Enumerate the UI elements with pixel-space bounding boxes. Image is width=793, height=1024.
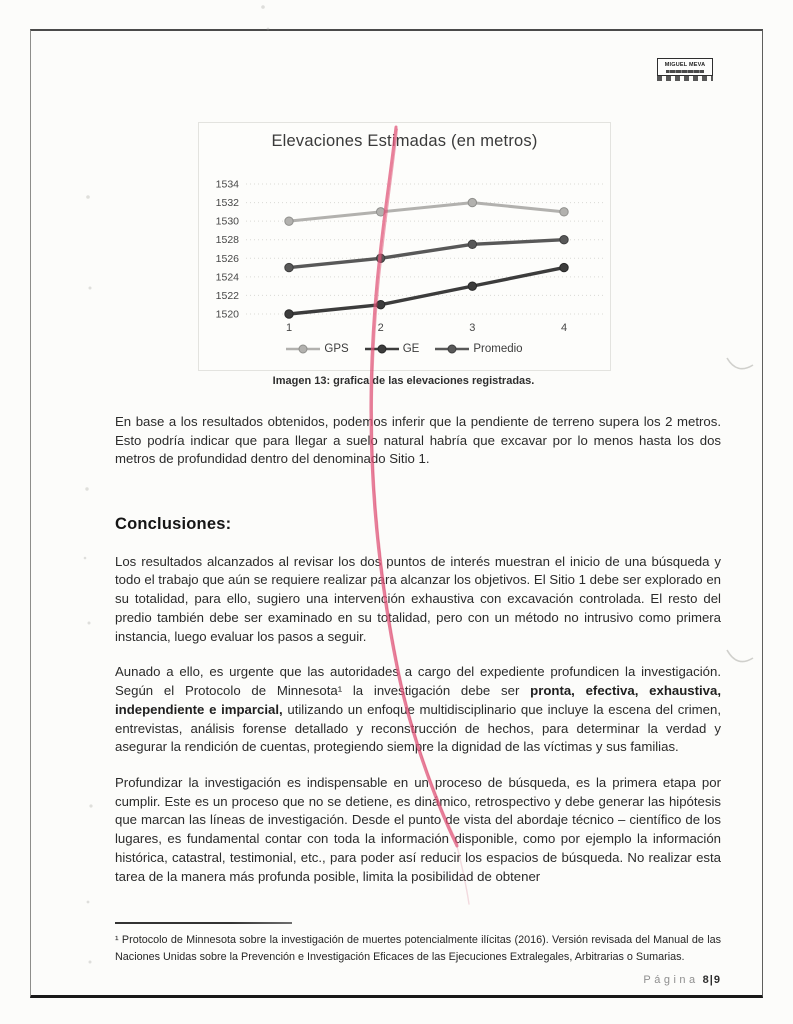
legend-item-promedio <box>435 343 522 355</box>
chart-legend <box>199 343 610 355</box>
paragraph-conclusiones-1-text: Los resultados alcanzados al revisar los dos puntos de interés muestran el inicio de una búsqueda y todo el trabajo que aún se requiere realizar para alcanzar los objetivos. El Sitio 1 debe ser explorado en su totalidad, para ello, sugiero una intervención exhaustiva con excavación controlada. El resto del predio también debe ser examinado en su totalidad, pero con un método no intrusivo como primera instancia, luego evaluar los pasos a seguir. <box>115 553 721 644</box>
paragraph-aunado-before: Aunado a ello, es urgente que las autoridades a cargo del expediente profundicen la investigación. Según el Protocolo de Minnesota¹ la investigación debe ser <box>115 664 721 699</box>
y-tick-label: 1520 <box>215 308 239 321</box>
y-tick-label: 1532 <box>215 197 239 210</box>
stamp-torn-edge <box>657 76 713 81</box>
paragraph-aunado-bold: pronta, efectiva, exhaustiva, independiente e imparcial, <box>115 683 721 717</box>
chart-title: Elevaciones Estimadas (en metros) <box>271 132 538 150</box>
x-tick-label: 1 <box>285 322 293 334</box>
legend-item-ge <box>365 343 420 355</box>
data-point-marker <box>560 263 568 271</box>
elevation-chart-figure <box>198 122 611 371</box>
legend-label: GE <box>402 343 420 355</box>
x-tick-label: 4 <box>560 322 568 334</box>
stamp-name: MIGUEL MEVA <box>664 62 706 68</box>
document-body <box>115 413 721 903</box>
data-point-marker <box>468 282 476 290</box>
footnote-text: ¹ Protocolo de Minnesota sobre la investigación de muertes potencialmente ilícitas (2016). Versión revisada del Manual de las Naciones Unidas sobre la Prevención e Investigación Eficaces de las Ejecuciones Extralegales, Arbitrarias o Sumarias. <box>115 934 721 963</box>
legend-label: Promedio <box>473 343 523 355</box>
x-tick-label: 2 <box>377 322 384 334</box>
y-tick-label: 1530 <box>215 215 239 228</box>
y-tick-label: 1522 <box>215 289 239 302</box>
legend-label: GPS <box>324 343 349 355</box>
stamp-miguel-meva <box>657 58 713 76</box>
footer-pagina-label: Página <box>643 974 699 986</box>
figure-caption: Imagen 13: grafica de las elevaciones registradas. <box>272 375 535 387</box>
data-point-marker <box>560 236 568 244</box>
paragraph-resultados: En base a los resultados obtenidos, podemos inferir que la pendiente de terreno supera los 2 metros. Esto podría indicar que para llegar a suelo natural habría que excavar por lo menos hasta los dos metros de profundidad dentro del denominado Sitio 1. <box>115 414 721 467</box>
legend-marker-icon <box>435 344 469 354</box>
legend-item-gps <box>286 343 348 355</box>
data-point-marker <box>376 208 384 216</box>
paragraph-aunado-after: utilizando un enfoque multidisciplinario que incluye la escena del crimen, entrevistas, análisis forense detallado y reconstrucción de hechos, para determinar la verdad y asegurar la rendición de cuentas, protegiendo siempre la dignidad de las víctimas y sus familias. <box>115 701 721 755</box>
y-tick-label: 1526 <box>215 252 239 265</box>
legend-marker-icon <box>286 344 320 354</box>
data-point-marker <box>468 198 476 206</box>
paragraph-profundizar: Profundizar la investigación es indispensable en un proceso de búsqueda, es la primera etapa por cumplir. Este es un proceso que no se detiene, es dinámico, retrospectivo y debe generar las hipótesis que marcan las líneas de investigación. Desde el punto de vista del abordaje técnico – científico de los lugares, es fundamental contar con toda la información disponible, como por ejemplo la información histórica, catastral, testimonial, etc., para poder así reducir los espacios de búsqueda. No realizar esta tarea de la manera más profunda posible, limita la posibilidad de obtener <box>115 774 721 884</box>
chart-plot-area <box>199 161 608 343</box>
conclusiones-heading: Conclusiones: <box>115 515 232 534</box>
stamp-subtext-illegible <box>666 70 704 73</box>
data-point-marker <box>285 310 293 318</box>
paragraph-conclusiones-2 <box>115 663 721 757</box>
y-tick-label: 1524 <box>215 271 239 284</box>
x-tick-label: 3 <box>469 322 476 334</box>
footer-page-number: 8|9 <box>702 974 721 986</box>
data-point-marker <box>376 254 384 262</box>
legend-marker-icon <box>365 344 399 354</box>
gridlines-and-ticks <box>216 179 603 335</box>
data-point-marker <box>376 301 384 309</box>
data-point-marker <box>468 240 476 248</box>
data-point-marker <box>560 208 568 216</box>
paragraph-conclusiones-1 <box>115 553 721 647</box>
page-footer <box>115 974 721 986</box>
data-point-marker <box>285 263 293 271</box>
footnote-divider <box>115 922 292 924</box>
series-promedio <box>285 236 568 272</box>
y-tick-label: 1528 <box>215 234 239 247</box>
series-ge <box>285 263 568 318</box>
y-tick-label: 1534 <box>215 178 239 191</box>
data-point-marker <box>285 217 293 225</box>
